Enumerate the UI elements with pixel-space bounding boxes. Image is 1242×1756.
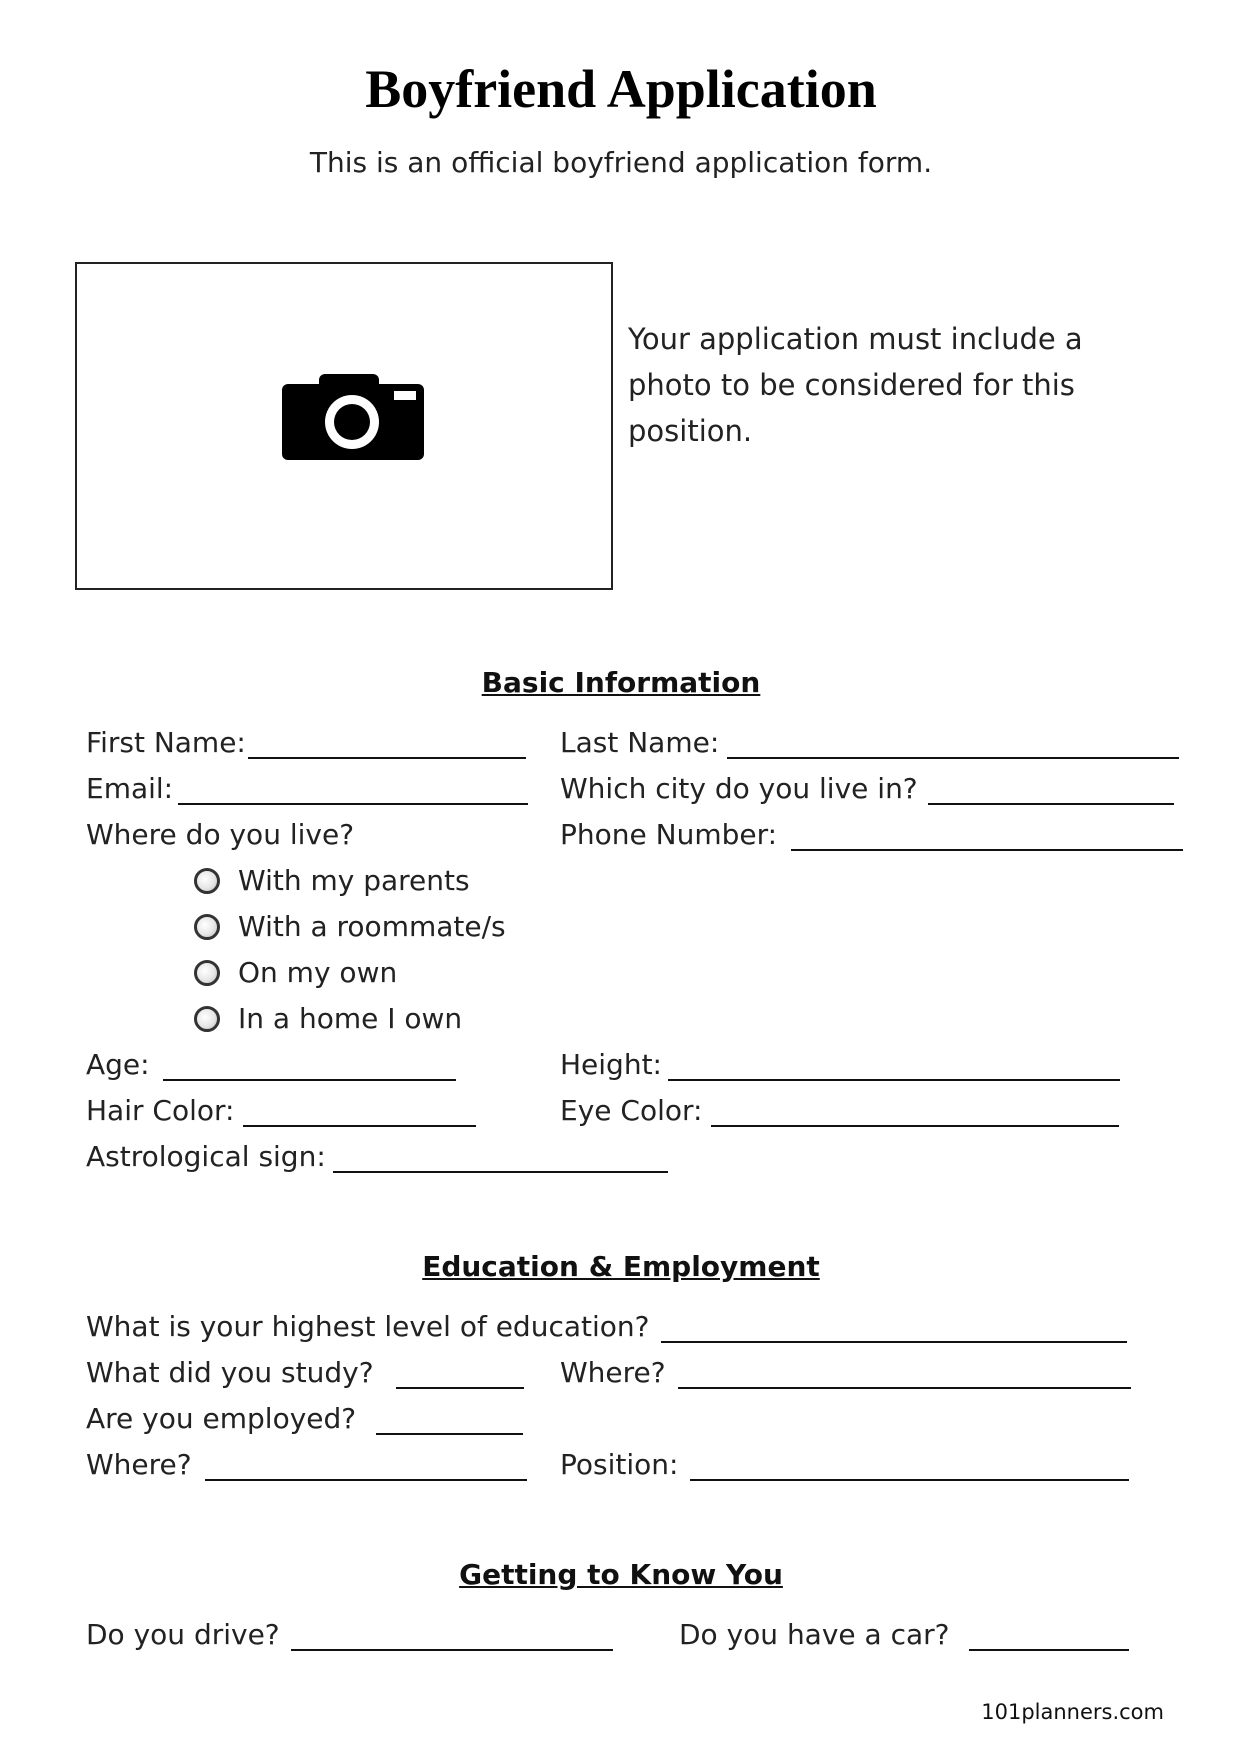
study-field[interactable] bbox=[396, 1387, 524, 1389]
study-where-field[interactable] bbox=[678, 1387, 1131, 1389]
employer-where-field[interactable] bbox=[205, 1479, 527, 1481]
email-label: Email: bbox=[86, 772, 174, 805]
hair-color-label: Hair Color: bbox=[86, 1094, 235, 1127]
position-label: Position: bbox=[560, 1448, 679, 1481]
radio-label: On my own bbox=[238, 956, 398, 989]
first-name-field[interactable] bbox=[248, 757, 526, 759]
education-level-field[interactable] bbox=[661, 1341, 1127, 1343]
last-name-field[interactable] bbox=[727, 757, 1179, 759]
eye-color-label: Eye Color: bbox=[560, 1094, 703, 1127]
radio-label: In a home I own bbox=[238, 1002, 463, 1035]
study-label: What did you study? bbox=[86, 1356, 374, 1389]
first-name-label: First Name: bbox=[86, 726, 246, 759]
photo-upload-box[interactable] bbox=[75, 262, 613, 590]
astrological-sign-label: Astrological sign: bbox=[86, 1140, 326, 1173]
radio-option-parents[interactable] bbox=[194, 864, 470, 897]
car-field[interactable] bbox=[969, 1649, 1129, 1651]
page-subtitle: This is an official boyfriend application form. bbox=[309, 146, 933, 179]
radio-option-home[interactable] bbox=[194, 1002, 462, 1035]
city-field[interactable] bbox=[928, 803, 1174, 805]
hair-color-field[interactable] bbox=[243, 1125, 476, 1127]
car-label: Do you have a car? bbox=[679, 1618, 950, 1651]
section-heading-getting-to-know-you: Getting to Know You bbox=[459, 1558, 783, 1591]
email-field[interactable] bbox=[178, 803, 528, 805]
age-label: Age: bbox=[86, 1048, 150, 1081]
radio-button[interactable] bbox=[194, 868, 220, 894]
city-label: Which city do you live in? bbox=[560, 772, 918, 805]
radio-label: With my parents bbox=[238, 864, 470, 897]
eye-color-field[interactable] bbox=[711, 1125, 1119, 1127]
height-label: Height: bbox=[560, 1048, 662, 1081]
employer-where-label: Where? bbox=[86, 1448, 192, 1481]
employed-label: Are you employed? bbox=[86, 1402, 357, 1435]
radio-button[interactable] bbox=[194, 914, 220, 940]
study-where-label: Where? bbox=[560, 1356, 666, 1389]
employed-field[interactable] bbox=[376, 1433, 523, 1435]
position-field[interactable] bbox=[690, 1479, 1129, 1481]
radio-button[interactable] bbox=[194, 1006, 220, 1032]
live-where-label: Where do you live? bbox=[86, 818, 355, 851]
phone-label: Phone Number: bbox=[560, 818, 778, 851]
section-heading-basic-information: Basic Information bbox=[481, 666, 761, 699]
phone-field[interactable] bbox=[791, 849, 1183, 851]
education-level-label: What is your highest level of education? bbox=[86, 1310, 650, 1343]
radio-button[interactable] bbox=[194, 960, 220, 986]
footer-website: 101planners.com bbox=[981, 1700, 1164, 1724]
camera-icon bbox=[282, 374, 424, 460]
drive-field[interactable] bbox=[291, 1649, 613, 1651]
height-field[interactable] bbox=[668, 1079, 1120, 1081]
photo-instructions: Your application must include a photo to be considered for this position. bbox=[628, 322, 1083, 448]
radio-option-roommate[interactable] bbox=[194, 910, 506, 943]
astrological-sign-field[interactable] bbox=[333, 1171, 668, 1173]
last-name-label: Last Name: bbox=[560, 726, 720, 759]
radio-option-own[interactable] bbox=[194, 956, 397, 989]
age-field[interactable] bbox=[163, 1079, 456, 1081]
radio-label: With a roommate/s bbox=[238, 910, 506, 943]
drive-label: Do you drive? bbox=[86, 1618, 280, 1651]
page-title: Boyfriend Application bbox=[365, 59, 877, 119]
section-heading-education-employment: Education & Employment bbox=[422, 1250, 820, 1283]
